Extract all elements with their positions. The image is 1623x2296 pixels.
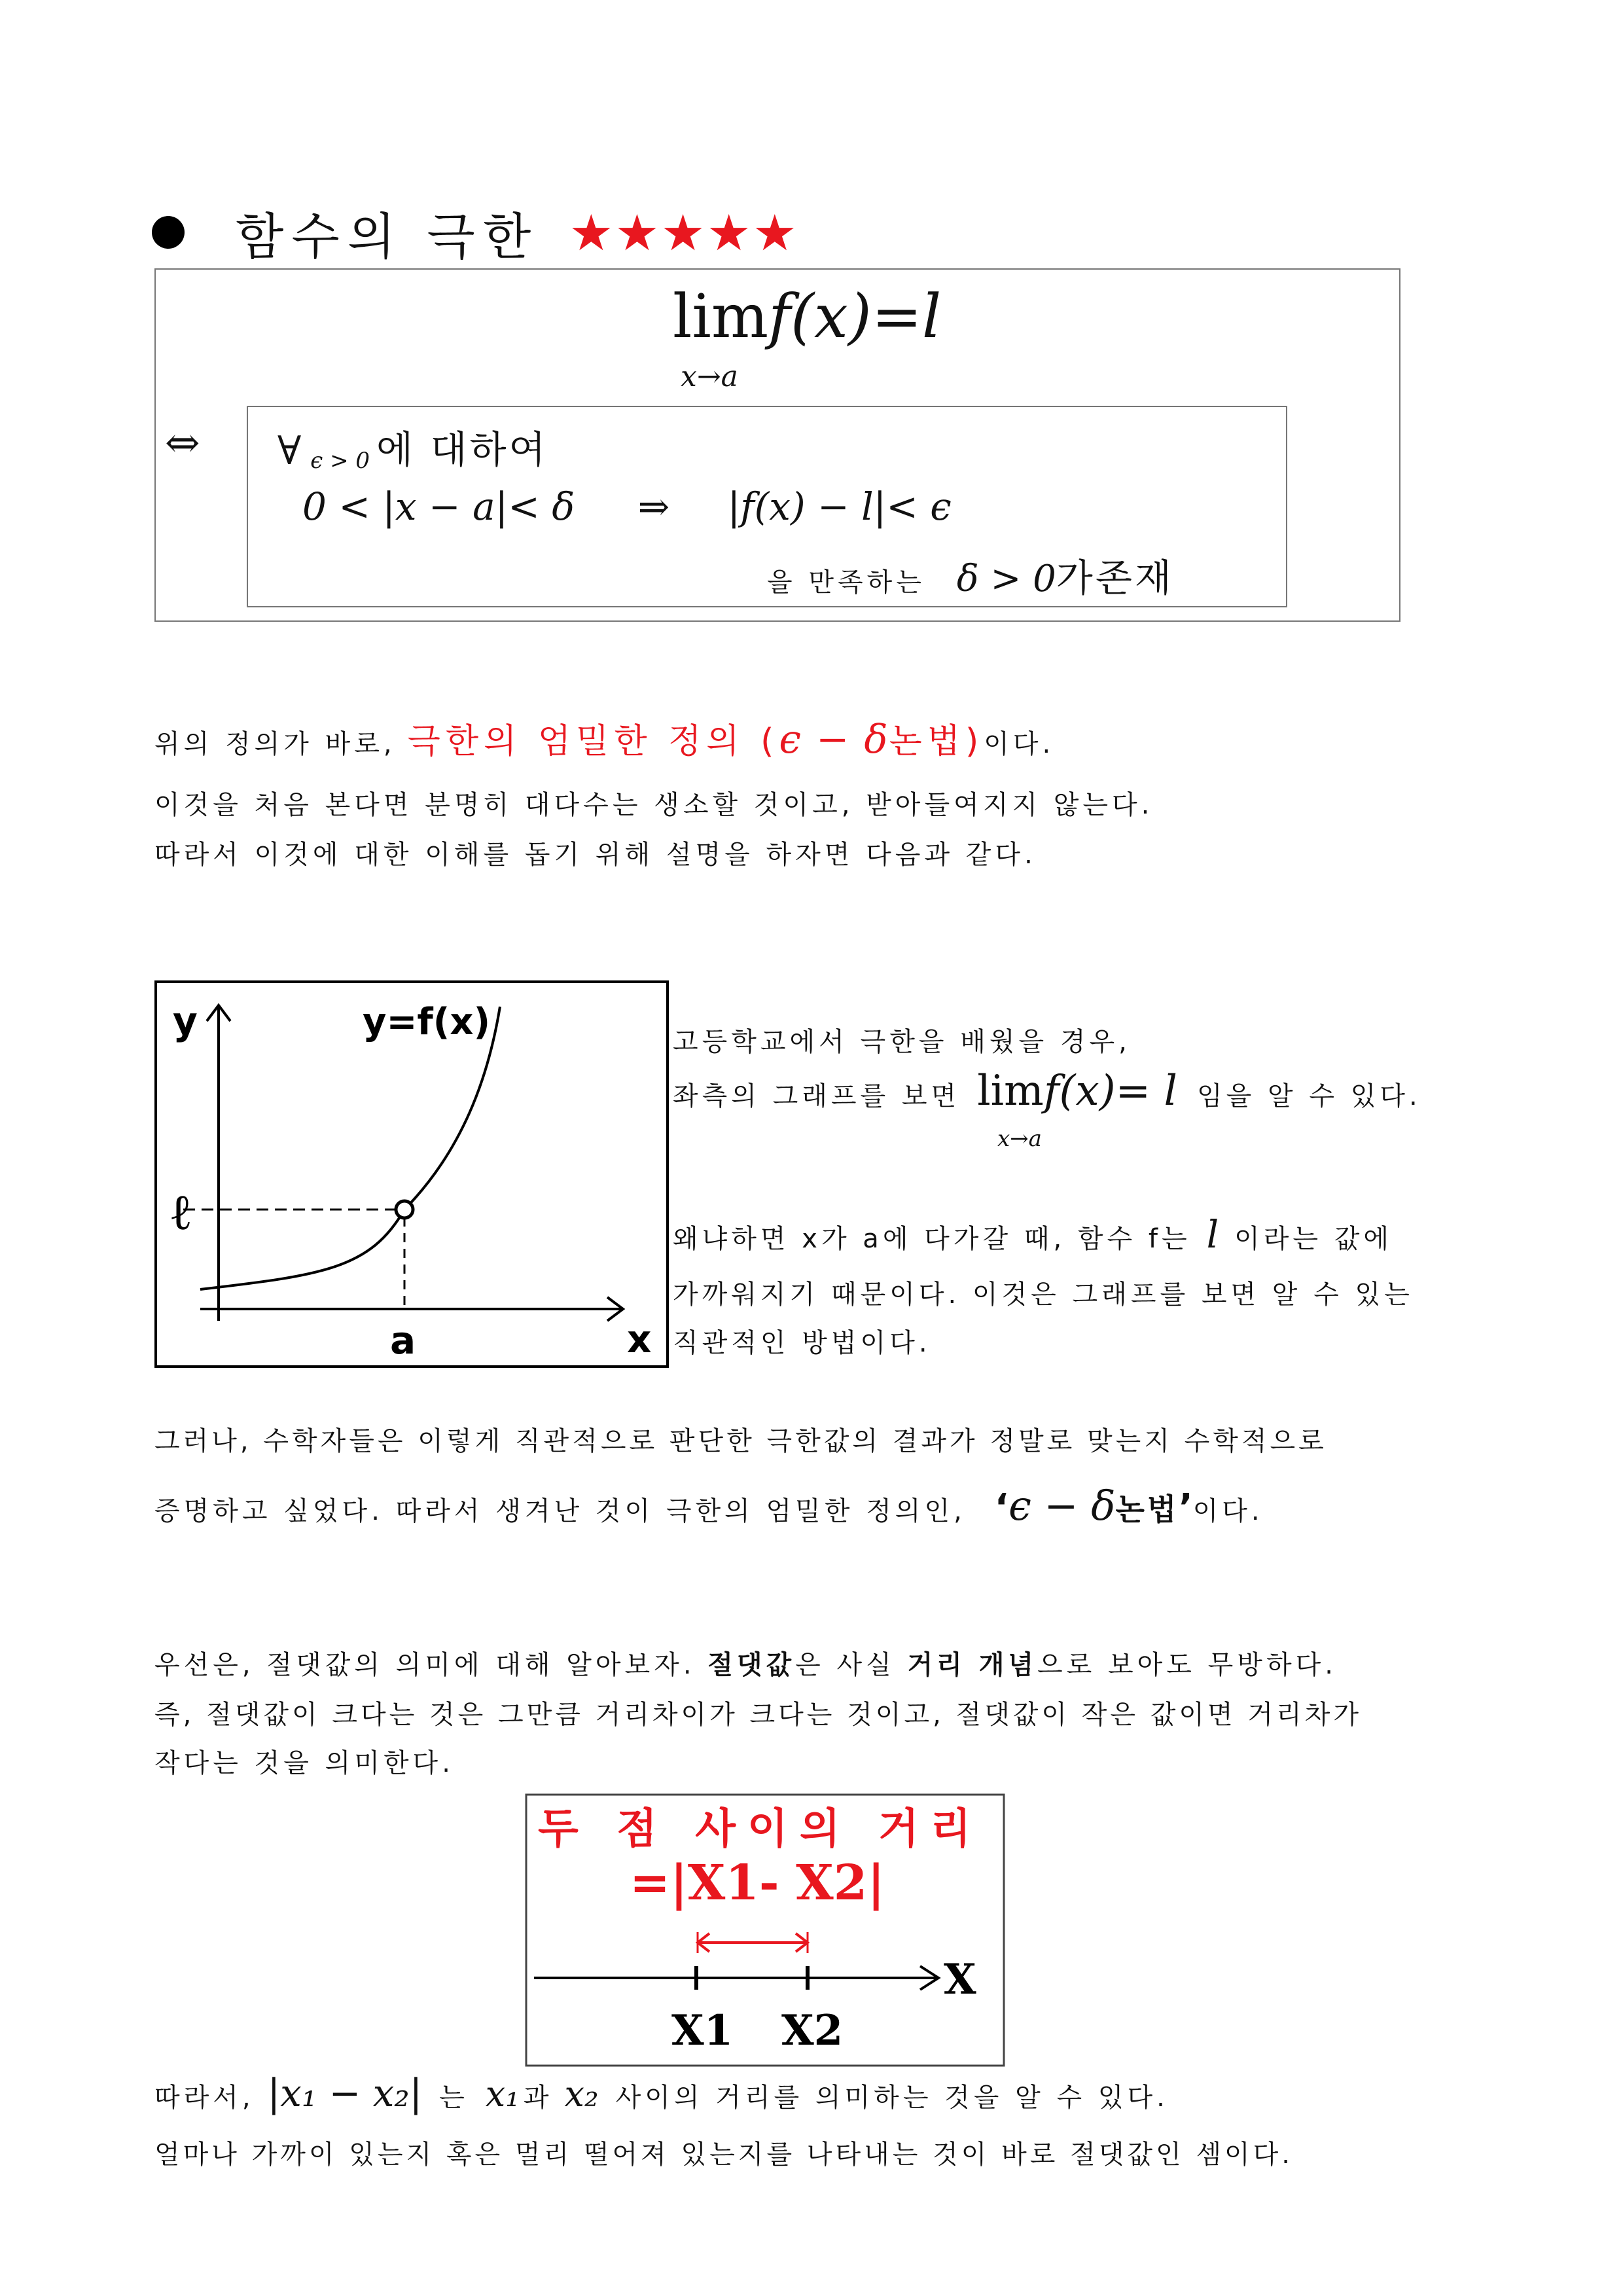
- text-span: 왜냐하면 x가 a에 다가갈 때, 함수 f는: [673, 1224, 1191, 1254]
- condition-left: 0 < |x − a|< δ: [302, 484, 575, 529]
- x-label: x: [627, 1317, 652, 1361]
- point-x1-label: X1: [671, 2006, 734, 2055]
- forall-condition: ϵ > 0: [310, 448, 370, 474]
- bold-distance-concept: 거리 개념: [907, 1650, 1038, 1680]
- paragraph-2-line-2: [154, 1482, 1264, 1530]
- paragraph-4-line-2: 얼마나 가까이 있는지 혹은 멀리 떨어져 있는지를 나타내는 것이 바로 절댓값인 셈이다.: [154, 2140, 1293, 2170]
- abs-diff-math: |x₁ − x₂|: [267, 2071, 423, 2115]
- limit-formula: [673, 281, 941, 351]
- side-lim-subscript: x→a: [997, 1126, 1042, 1152]
- text-span: 는: [439, 2083, 469, 2113]
- existence-suffix: 가존재: [1056, 556, 1174, 600]
- existence-text: 을 만족하는: [767, 567, 925, 598]
- forall-line: [277, 419, 548, 474]
- paragraph-1-line-2: 이것을 처음 본다면 분명히 대다수는 생소할 것이고, 받아들여지지 않는다.: [154, 790, 1154, 820]
- function-label: y=f(x): [363, 1001, 491, 1043]
- forall-symbol: ∀: [277, 428, 302, 474]
- rating-stars: ★★★★★: [569, 203, 798, 262]
- figure-title: 두 점 사이의 거리: [538, 1805, 983, 1854]
- method-name: 논법: [1115, 1492, 1179, 1527]
- side-lim-label: lim: [977, 1067, 1044, 1115]
- text-span: 우선은, 절댓값의 의미에 대해 알아보자.: [154, 1650, 708, 1680]
- text-span: 임을 알 수 있다.: [1196, 1081, 1421, 1111]
- paragraph-4-line-1: [154, 2071, 1169, 2115]
- quote-close: ’: [1179, 1486, 1193, 1529]
- paragraph-1-line-1: [154, 713, 1054, 762]
- side-text-line-5: 직관적인 방법이다.: [673, 1328, 931, 1358]
- section-heading: [152, 196, 798, 268]
- side-text-line-3: [673, 1212, 1393, 1257]
- x1-math: x₁: [485, 2073, 520, 2115]
- condition-right: |f(x) − l|< ϵ: [727, 484, 952, 529]
- text-span: 증명하고 싶었다. 따라서 생겨난 것이 극한의 엄밀한 정의인,: [154, 1496, 966, 1526]
- lim-subscript: x→a: [681, 360, 738, 393]
- lim-label: lim: [673, 281, 769, 351]
- paragraph-3-line-2: 즉, 절댓값이 크다는 것은 그만큼 거리차이가 크다는 것이고, 절댓값이 작은 값이면 거리차가: [154, 1700, 1362, 1730]
- y-label: y: [173, 999, 198, 1043]
- text-span: 따라서,: [154, 2083, 255, 2113]
- paragraph-3-line-1: [154, 1644, 1337, 1681]
- distance-figure: [525, 1793, 1005, 2067]
- equiv-symbol: ⇔: [165, 419, 200, 467]
- x2-math: x₂: [564, 2073, 599, 2115]
- bullet-icon: [152, 216, 185, 249]
- quote-open: ‘: [994, 1486, 1009, 1529]
- side-l-symbol: l: [1206, 1212, 1219, 1257]
- open-point: [396, 1201, 413, 1218]
- text-span: 과: [523, 2083, 553, 2113]
- paragraph-2-line-1: 그러나, 수학자들은 이렇게 직관적으로 판단한 극한값의 결과가 정말로 맞는지 수학적으로: [154, 1426, 1327, 1456]
- figure-formula: =|X1- X2|: [630, 1855, 885, 1911]
- forall-text: 에 대하여: [376, 427, 548, 472]
- paragraph-3-line-3: 작다는 것을 의미한다.: [154, 1748, 454, 1778]
- side-text-line-2: [673, 1067, 1421, 1115]
- l-label: ℓ: [169, 1183, 193, 1241]
- side-lim-expression: f(x)= l: [1043, 1067, 1177, 1115]
- point-x2-label: X2: [781, 2006, 844, 2055]
- existence-line: [767, 547, 1174, 602]
- lim-expression: f(x)=l: [768, 281, 942, 351]
- text-span: 이다.: [984, 729, 1055, 759]
- text-span: 이다.: [1192, 1496, 1264, 1526]
- bold-absolute-value: 절댓값: [707, 1650, 796, 1680]
- epsilon-delta-math: ϵ − δ: [1008, 1482, 1116, 1530]
- highlight-suffix: 논법): [889, 722, 984, 761]
- side-text-line-1: 고등학교에서 극한을 배웠을 경우,: [673, 1027, 1131, 1057]
- paragraph-1-line-3: 따라서 이것에 대한 이해를 돕기 위해 설명을 하자면 다음과 같다.: [154, 840, 1037, 870]
- delta-condition: δ > 0: [956, 558, 1056, 600]
- side-text-line-4: 가까워지기 때문이다. 이것은 그래프를 보면 알 수 있는: [673, 1280, 1414, 1310]
- text-span: 사이의 거리를 의미하는 것을 알 수 있다.: [615, 2083, 1169, 2113]
- text-span: 위의 정의가 바로,: [154, 729, 396, 759]
- axis-x-label: X: [944, 1955, 976, 2004]
- highlight-definition: 극한의 엄밀한 정의 (: [407, 722, 779, 761]
- text-span: 이라는 값에: [1234, 1224, 1393, 1254]
- text-span: 은 사실: [795, 1650, 908, 1680]
- implies-symbol: ⇒: [637, 484, 670, 529]
- text-span: 좌측의 그래프를 보면: [673, 1081, 961, 1111]
- highlight-epsilon-delta: ϵ − δ: [779, 717, 889, 762]
- text-span: 으로 보아도 무방하다.: [1037, 1650, 1337, 1680]
- limit-graph: [154, 980, 669, 1368]
- heading-title: 함수의 극한: [236, 207, 539, 266]
- a-label: a: [390, 1318, 416, 1363]
- condition-line: [302, 484, 952, 529]
